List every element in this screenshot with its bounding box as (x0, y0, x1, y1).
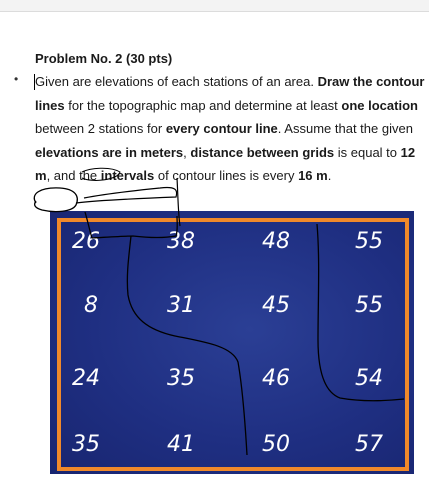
statement-run: . Assume that the given (277, 121, 413, 136)
elevation-label: 57 (355, 432, 383, 457)
elevation-label: 8 (84, 293, 98, 318)
statement-run: for the topographic map and determine at least (64, 97, 342, 113)
elevation-label: 35 (72, 432, 100, 457)
statement-run: between 2 stations for (35, 121, 166, 136)
elevation-label: 31 (167, 293, 195, 318)
elevation-label: 38 (167, 229, 195, 254)
text-caret (34, 74, 35, 90)
elevation-label: 35 (167, 366, 195, 391)
problem-title: Problem No. 2 (30 pts) (35, 51, 173, 66)
ink-circle-16m (34, 188, 77, 212)
elevation-label: 55 (355, 293, 383, 318)
statement-run: every contour line (165, 121, 278, 136)
statement-run: is equal to (334, 144, 401, 160)
statement-run: 16 m (298, 168, 328, 183)
elevation-label: 46 (262, 366, 290, 391)
statement-run: elevations are in meters (35, 144, 184, 160)
statement-run: intervals (100, 168, 155, 183)
statement-run: one location (341, 97, 418, 113)
elevation-label: 55 (355, 229, 383, 254)
elevation-label: 41 (167, 432, 195, 457)
statement-run: , and the (46, 168, 101, 183)
statement-run: , (183, 144, 191, 160)
statement-run: distance between grids (190, 144, 335, 160)
statement-run: Draw the contour lines (35, 74, 425, 113)
ink-flourish (76, 187, 177, 203)
statement-run: of contour lines is every (154, 168, 299, 183)
elevation-label: 48 (262, 229, 290, 254)
elevation-label: 54 (355, 366, 383, 391)
statement-run: Given are elevations of each stations of an area. (35, 74, 318, 89)
problem-statement[interactable] (35, 70, 427, 188)
list-bullet: • (14, 72, 19, 86)
statement-run: 12 m (35, 144, 416, 183)
elevation-label: 26 (72, 229, 100, 254)
statement-run: . (327, 168, 332, 183)
elevation-label: 50 (262, 432, 290, 457)
elevation-label: 24 (72, 366, 100, 391)
elevation-label: 45 (262, 293, 290, 318)
top-toolbar-edge (0, 0, 429, 12)
